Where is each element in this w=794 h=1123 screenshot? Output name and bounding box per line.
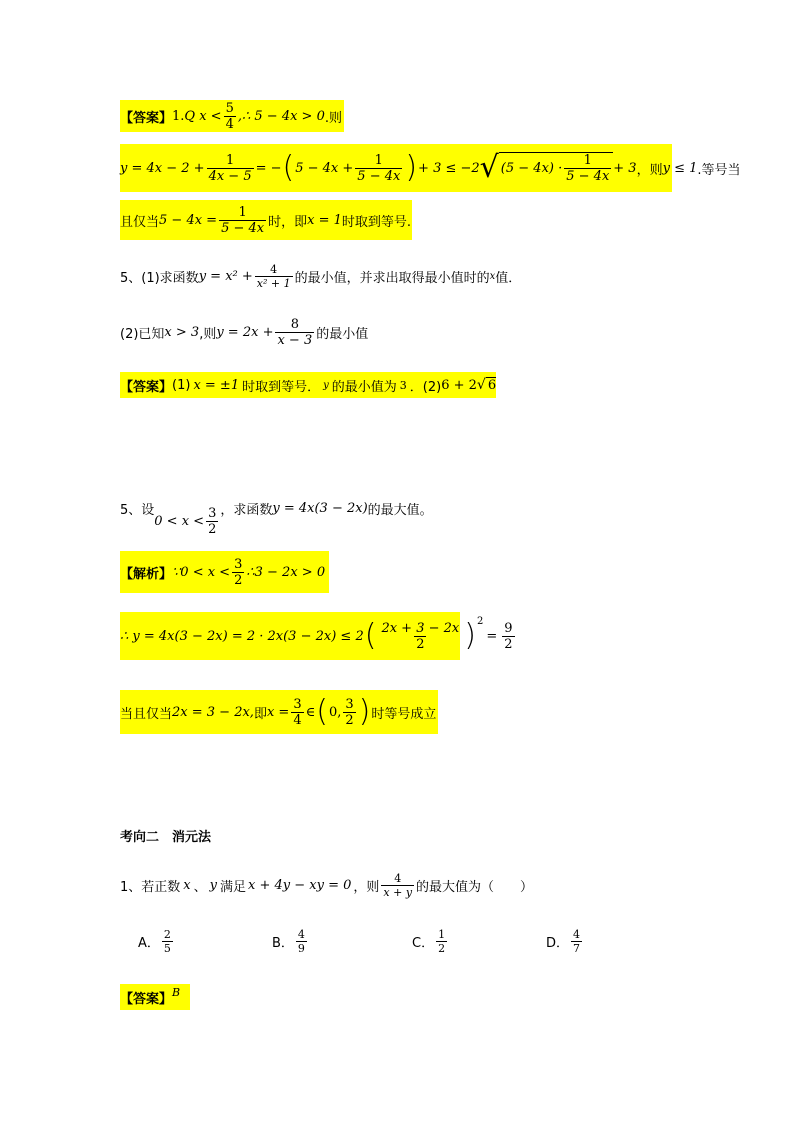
answer-1-line-2: y = 4x − 2 + $\frac{1}{4x - 5}$ = − ( 5 − 4x + $\frac{1}{5 - 4x}$ ) + 3 ≤ −2 √ (5 − 4x) · 1 5 − 4x + 3 ，则 y ≤ 1 .等号当 <box>120 144 672 192</box>
sqrt-expression: √ (5 − 4x) · 1 5 − 4x <box>480 151 614 185</box>
option-d[interactable]: D． 4 7 <box>546 928 581 955</box>
fraction: $\frac{3}{4}$ <box>293 696 302 728</box>
answer-1-line-3: 且仅当 5 − 4x = $\frac{1}{5 - 4x}$ 时，即 x = 1 时取到等号. <box>120 200 412 240</box>
answer-1-line-1: 【答案】 1. Q x < 5 4 ,∴ 5 − 4x > 0 .则 <box>120 100 342 132</box>
solution-line-2: ∴ y = 4x(3 − 2x) = 2 · 2x(3 − 2x) ≤ 2 ( 2x + 3 − 2x 2 ) 2 = $\frac{9}{2}$ <box>120 612 460 660</box>
fraction: $\frac{9}{2}$ <box>504 620 513 652</box>
fraction: $\frac{1}{5 - 4x}$ <box>221 204 265 236</box>
fraction: 2x + 3 − 2x 2 <box>381 620 460 652</box>
question-1: 1、若正数 x 、 y 满足 x + 4y − xy = 0 ，则 4 x + y 的最大值为（ ） <box>120 871 534 899</box>
answer-block-2: 【答案】 (1) x = ±1 时取到等号． y 的最小值为 3 ．(2) 6 + 2 √ 6 <box>120 372 496 398</box>
fraction: $\frac{1}{5 - 4x}$ <box>357 152 401 184</box>
solution-line-1: 【解析】 ∵0 < x < 3 2 ∴3 − 2x > 0 <box>120 551 329 593</box>
option-b[interactable]: B． 4 9 <box>272 928 305 955</box>
fraction: 1 2 <box>438 928 446 955</box>
solution-line-3: 当且仅当 2x = 3 − 2x, 即 x = $\frac{3}{4}$ ∈ ( 0, 3 2 ) 时等号成立 <box>120 690 438 734</box>
answer-tag: 【答案】 <box>120 991 173 1007</box>
answer-tag: 【答案】 <box>120 379 173 395</box>
option-a[interactable]: A． 2 5 <box>138 928 171 955</box>
fraction: 4 x + y <box>383 871 413 899</box>
left-paren: ( <box>364 618 377 653</box>
fraction: 3 2 <box>345 696 354 728</box>
left-paren: ( <box>282 150 295 185</box>
sqrt-expression: √ 6 <box>476 377 497 393</box>
left-paren: ( <box>316 694 328 729</box>
option-c[interactable]: C． 1 2 <box>412 928 446 955</box>
fraction: $\frac{4}{\text{x² + 1}}$ <box>256 262 291 290</box>
solution-tag: 【解析】 <box>120 566 173 582</box>
question-5-part-1: 5、(1)求函数 y = x² + $\frac{4}{\text{x² + 1}}$ 的最小值，并求出取得最小值时的 x 值． <box>120 262 522 290</box>
fraction: 2 5 <box>163 928 171 955</box>
fraction: 3 2 <box>208 505 217 537</box>
fraction: 5 4 <box>225 100 234 132</box>
answer-block-1 <box>120 100 741 240</box>
fraction: 4 7 <box>573 928 581 955</box>
section-title: 考向二 消元法 <box>120 830 212 845</box>
right-paren: ) <box>405 150 418 185</box>
answer-block-3: 【答案】 B <box>120 984 190 1010</box>
fraction: $\frac{1}{4x - 5}$ <box>208 152 252 184</box>
fraction: 3 2 <box>234 556 243 588</box>
question-5-second: 5、设 0 < x < 3 2 ，求函数 y = 4x(3 − 2x) 的最大值。 <box>120 500 433 537</box>
answer-tag: 【答案】 <box>120 110 173 126</box>
fraction: $\frac{8}{x - 3}$ <box>277 316 313 348</box>
fraction: 4 9 <box>297 928 305 955</box>
right-paren: ) <box>464 618 476 653</box>
question-5-part-2: (2)已知 x > 3 ,则 y = 2x + $\frac{8}{x - 3}$ 的最小值 <box>120 316 369 348</box>
right-paren: ) <box>358 694 371 729</box>
